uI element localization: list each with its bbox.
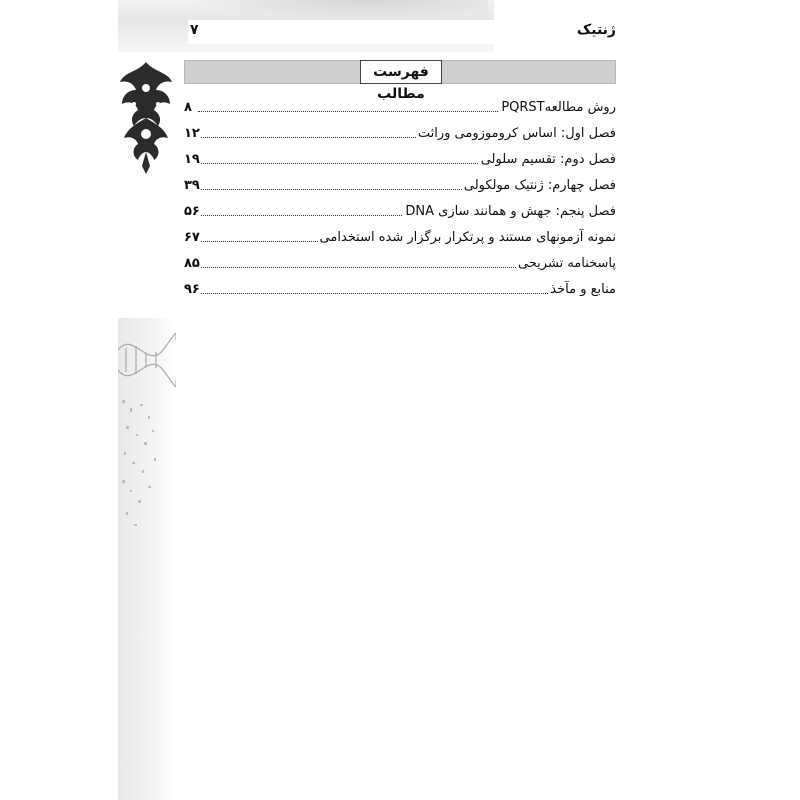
toc-entry[interactable] <box>184 178 616 204</box>
toc-entry-label: فصل اول: اساس کروموزومی وراثت <box>417 126 616 141</box>
toc-title: فهرست مطالب <box>360 60 442 84</box>
toc-entry-label: فصل دوم: تقسیم سلولی <box>480 152 616 167</box>
toc-list <box>184 100 616 308</box>
toc-entry-label: نمونه آزمونهای مستند و پرتکرار برگزار شده استخدامی <box>319 230 616 245</box>
toc-entry-page: ۸ <box>184 100 192 115</box>
toc-entry[interactable] <box>184 282 616 308</box>
header-panel <box>188 20 494 44</box>
toc-entry[interactable] <box>184 256 616 282</box>
running-title: ژنتیک <box>576 22 616 38</box>
toc-entry-label: فصل پنجم: جهش و همانند سازی DNA <box>405 204 616 219</box>
toc-entry-label: منابع و مآخذ <box>550 282 616 297</box>
toc-entry-page: ۱۲ <box>184 126 200 141</box>
toc-entry[interactable] <box>184 152 616 178</box>
toc-entry[interactable] <box>184 230 616 256</box>
dna-helix-icon <box>118 330 176 550</box>
header-fade <box>188 0 488 20</box>
toc-entry-page: ۳۹ <box>184 178 200 193</box>
toc-entry[interactable] <box>184 100 616 126</box>
page-number: ۷ <box>190 22 199 38</box>
toc-entry-page: ۹۶ <box>184 282 200 297</box>
arabesque-ornament-icon <box>114 58 178 178</box>
toc-entry-label: فصل چهارم: ژنتیک مولکولی <box>463 178 616 193</box>
toc-entry-page: ۸۵ <box>184 256 200 271</box>
toc-entry-page: ۱۹ <box>184 152 200 167</box>
toc-entry[interactable] <box>184 204 616 230</box>
header-decoration <box>118 0 494 52</box>
toc-entry-page: ۶۷ <box>184 230 200 245</box>
toc-entry[interactable] <box>184 126 616 152</box>
toc-entry-page: ۵۶ <box>184 204 200 219</box>
toc-entry-label: روش مطالعهPQRST <box>501 100 616 115</box>
toc-entry-label: پاسخنامه تشریحی <box>517 256 616 271</box>
